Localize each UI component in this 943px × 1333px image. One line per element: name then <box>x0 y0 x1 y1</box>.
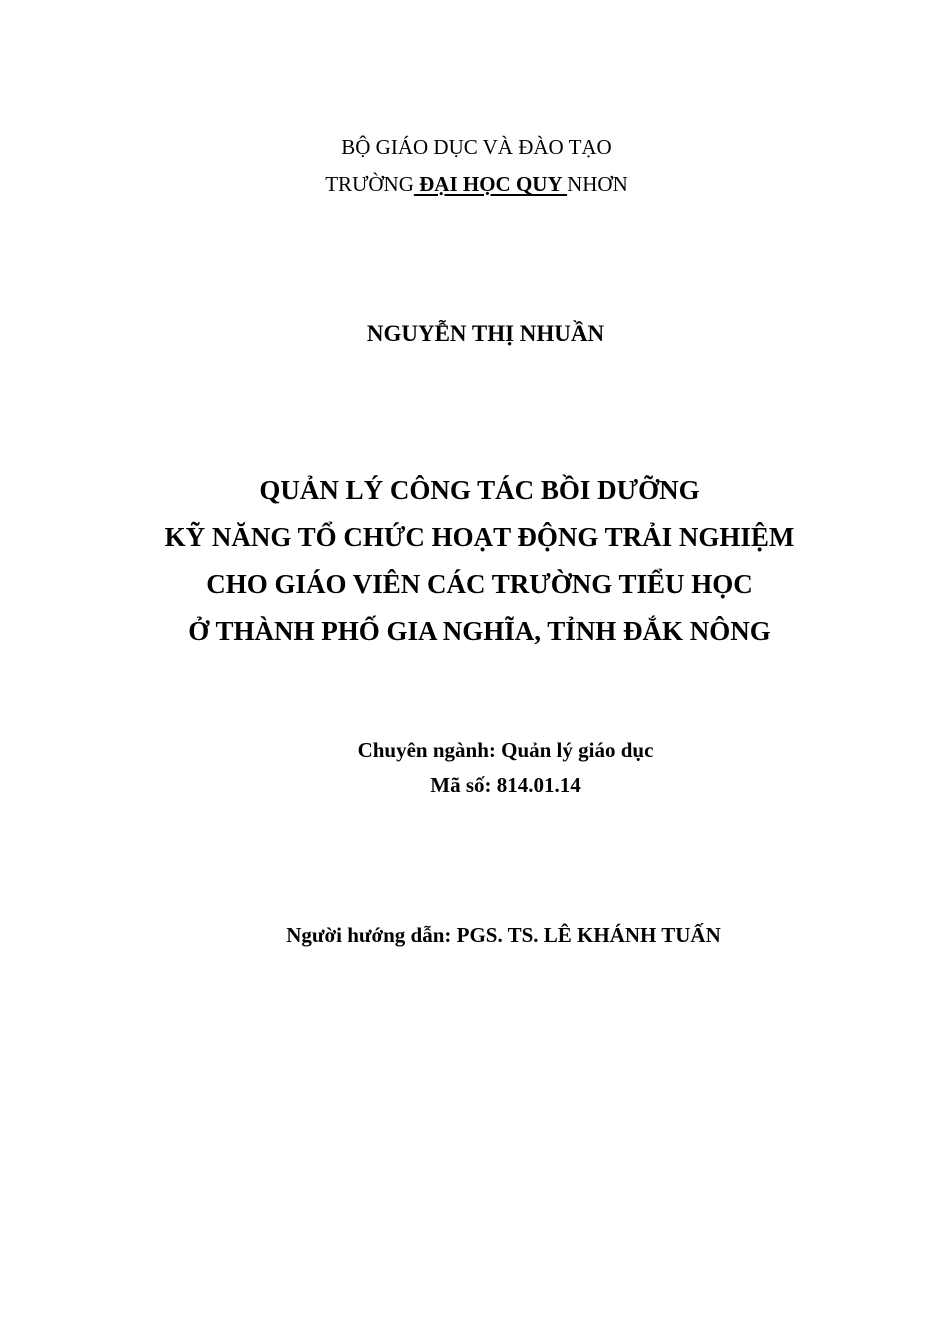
ministry-name: BỘ GIÁO DỤC VÀ ĐÀO TẠO <box>341 135 612 159</box>
thesis-title-line-4: Ở THÀNH PHỐ GIA NGHĨA, TỈNH ĐẮK NÔNG <box>188 616 771 646</box>
major-field: Chuyên ngành: Quản lý giáo dục <box>357 738 654 762</box>
author-name: NGUYỄN THỊ NHUẦN <box>366 321 605 346</box>
advisor-line: Người hướng dẫn: PGS. TS. LÊ KHÁNH TUẤN <box>286 923 721 947</box>
university-prefix: TRƯỜNG <box>325 172 414 196</box>
university-underlined: ĐẠI HỌC QUY <box>413 172 568 196</box>
thesis-title-line-3: CHO GIÁO VIÊN CÁC TRƯỜNG TIỂU HỌC <box>206 569 753 599</box>
university-suffix: NHƠN <box>567 172 628 196</box>
thesis-title-line-1: QUẢN LÝ CÔNG TÁC BỒI DƯỠNG <box>259 475 700 505</box>
university-name <box>5 171 943 197</box>
major-code: Mã số: 814.01.14 <box>430 773 581 797</box>
thesis-title-line-2: KỸ NĂNG TỔ CHỨC HOẠT ĐỘNG TRẢI NGHIỆM <box>164 522 795 552</box>
